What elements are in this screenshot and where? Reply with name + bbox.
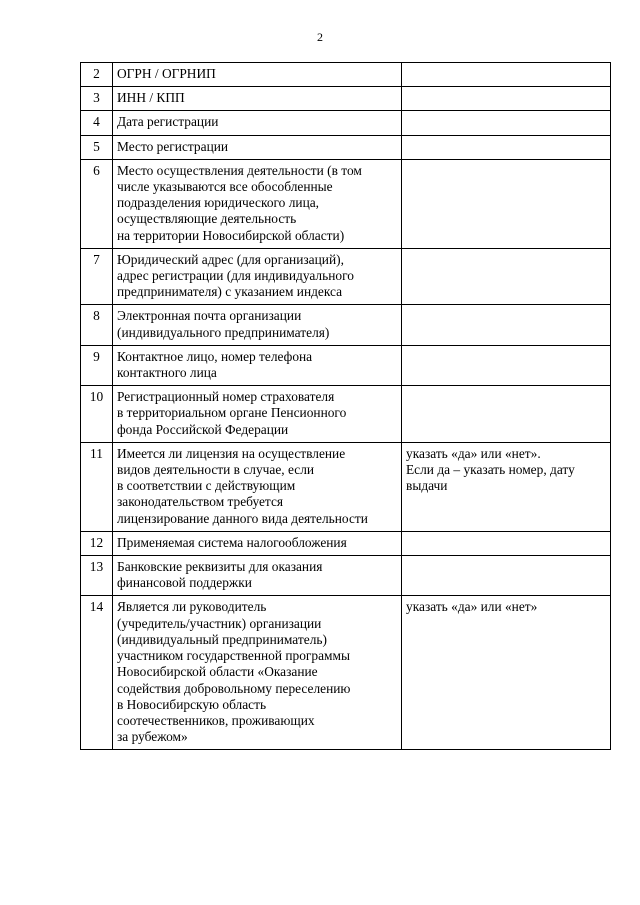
- row-number: 8: [81, 305, 113, 345]
- row-label: [113, 386, 402, 443]
- label-line: (учредитель/участник) организации: [117, 615, 322, 631]
- table-row: [81, 442, 611, 531]
- form-table: [80, 62, 611, 750]
- row-value-field[interactable]: [402, 87, 611, 111]
- table-row: [81, 531, 611, 555]
- row-value-field[interactable]: [402, 248, 611, 305]
- row-value-field[interactable]: [402, 386, 611, 443]
- value-line: указать «да» или «нет».: [406, 445, 541, 461]
- row-number: 12: [81, 531, 113, 555]
- table-row: [81, 248, 611, 305]
- label-line: подразделения юридического лица,: [117, 195, 320, 211]
- table-row: [81, 87, 611, 111]
- label-line: Место осуществления деятельности (в том: [117, 162, 362, 178]
- label-line: содействия добровольному переселению: [117, 680, 351, 696]
- row-number: 11: [81, 442, 113, 531]
- label-line: Банковские реквизиты для оказания: [117, 559, 323, 575]
- row-value-field[interactable]: [402, 531, 611, 555]
- label-line: осуществляющие деятельность: [117, 211, 297, 227]
- row-label: [113, 442, 402, 531]
- value-line: выдачи: [406, 478, 448, 494]
- row-number: 9: [81, 345, 113, 385]
- row-value-field[interactable]: [402, 596, 611, 750]
- label-line: предпринимателя) с указанием индекса: [117, 284, 343, 300]
- row-label: [113, 305, 402, 345]
- row-value-field[interactable]: [402, 63, 611, 87]
- label-line: законодательством требуется: [117, 494, 284, 510]
- label-line: Контактное лицо, номер телефона: [117, 348, 313, 364]
- table-row: [81, 135, 611, 159]
- label-line: Регистрационный номер страхователя: [117, 389, 335, 405]
- table-row: [81, 305, 611, 345]
- label-line: на территории Новосибирской области): [117, 227, 345, 243]
- table-row: [81, 345, 611, 385]
- row-label: [113, 111, 402, 135]
- row-number: 3: [81, 87, 113, 111]
- table-row: [81, 596, 611, 750]
- label-line: лицензирование данного вида деятельности: [117, 510, 368, 526]
- row-number: 6: [81, 159, 113, 248]
- label-line: ИНН / КПП: [117, 90, 185, 106]
- table-body: [81, 63, 611, 750]
- label-line: адрес регистрации (для индивидуального: [117, 268, 354, 284]
- table-row: [81, 63, 611, 87]
- label-line: финансовой поддержки: [117, 575, 252, 591]
- row-number: 2: [81, 63, 113, 87]
- row-number: 10: [81, 386, 113, 443]
- row-label: [113, 531, 402, 555]
- row-value-field[interactable]: [402, 135, 611, 159]
- row-label: [113, 159, 402, 248]
- table-row: [81, 386, 611, 443]
- label-line: (индивидуального предпринимателя): [117, 324, 330, 340]
- row-label: [113, 248, 402, 305]
- page-number: 2: [317, 30, 323, 44]
- label-line: в территориальном органе Пенсионного: [117, 405, 347, 421]
- label-line: Является ли руководитель: [117, 599, 267, 615]
- label-line: фонда Российской Федерации: [117, 421, 289, 437]
- row-number: 4: [81, 111, 113, 135]
- row-label: [113, 596, 402, 750]
- label-line: Электронная почта организации: [117, 308, 302, 324]
- label-line: Имеется ли лицензия на осуществление: [117, 445, 346, 461]
- row-value-field[interactable]: [402, 556, 611, 596]
- row-label: [113, 345, 402, 385]
- label-line: в Новосибирскую область: [117, 696, 267, 712]
- table-row: [81, 556, 611, 596]
- label-line: Дата регистрации: [117, 114, 219, 130]
- label-line: Юридический адрес (для организаций),: [117, 251, 344, 267]
- row-value-field[interactable]: [402, 159, 611, 248]
- label-line: за рубежом»: [117, 729, 188, 745]
- label-line: Место регистрации: [117, 138, 229, 154]
- row-value-field[interactable]: [402, 345, 611, 385]
- table-row: [81, 111, 611, 135]
- table-row: [81, 159, 611, 248]
- label-line: контактного лица: [117, 365, 217, 381]
- row-value-field[interactable]: [402, 305, 611, 345]
- row-number: 14: [81, 596, 113, 750]
- label-line: видов деятельности в случае, если: [117, 462, 315, 478]
- row-number: 13: [81, 556, 113, 596]
- label-line: соотечественников, проживающих: [117, 712, 315, 728]
- row-label: [113, 87, 402, 111]
- row-label: [113, 556, 402, 596]
- label-line: (индивидуальный предприниматель): [117, 631, 327, 647]
- label-line: ОГРН / ОГРНИП: [117, 66, 216, 81]
- label-line: Новосибирской области «Оказание: [117, 664, 318, 680]
- row-number: 5: [81, 135, 113, 159]
- label-line: числе указываются все обособленные: [117, 179, 333, 195]
- label-line: Применяемая система налогообложения: [117, 534, 347, 550]
- row-label: [113, 63, 402, 87]
- row-value-field[interactable]: [402, 111, 611, 135]
- row-number: 7: [81, 248, 113, 305]
- value-line: указать «да» или «нет»: [406, 599, 538, 615]
- label-line: участником государственной программы: [117, 648, 351, 664]
- label-line: в соответствии с действующим: [117, 478, 296, 494]
- row-label: [113, 135, 402, 159]
- row-value-field[interactable]: [402, 442, 611, 531]
- value-line: Если да – указать номер, дату: [406, 462, 575, 478]
